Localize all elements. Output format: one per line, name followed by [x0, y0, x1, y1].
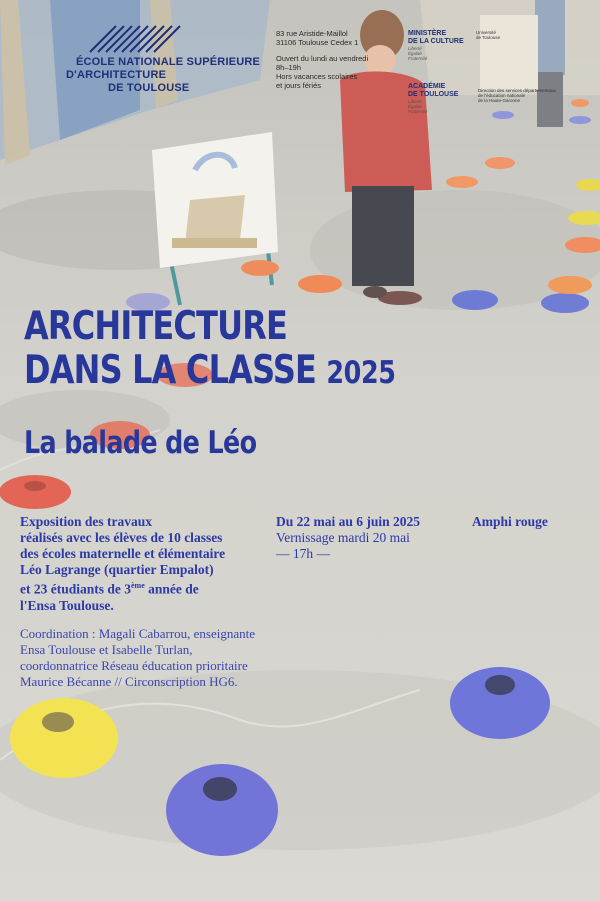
description-line-5-sup: ème [131, 581, 145, 590]
exhibition-description [20, 514, 225, 614]
ministere-motto-1: Liberté [408, 46, 422, 51]
academie-motto-1: Liberté [408, 99, 422, 104]
description-line-5-pre: et 23 étudiants de 3 [20, 581, 131, 597]
vernissage-time: — 17h — [276, 546, 330, 561]
exhibition-dates [276, 514, 420, 562]
ministere-line-2: DE LA CULTURE [408, 38, 464, 45]
academie-line-1: ACADÉMIE [408, 83, 446, 90]
coordination-credits [20, 626, 255, 690]
description-line-2: réalisés avec les élèves de 10 classes [20, 530, 223, 545]
ministere-motto-3: Fraternité [408, 56, 428, 61]
ministere-line-1: MINISTÈRE [408, 30, 447, 37]
coordination-line-4: Maurice Bécanne // Circonscription HG6. [20, 674, 238, 689]
ensa-lines-logo-icon [86, 22, 196, 54]
title-year: 2025 [326, 355, 396, 391]
academie-motto-3: Fraternité [408, 109, 428, 114]
title-line-1: ARCHITECTURE [24, 304, 288, 349]
direction-line-2: de l'éducation nationale [478, 93, 526, 98]
description-line-4: Léo Lagrange (quartier Empalot) [20, 562, 214, 577]
direction-line-1: Direction des services départementaux [478, 88, 556, 93]
coordination-line-2: Ensa Toulouse et Isabelle Turlan, [20, 642, 193, 657]
coordination-line-1: Coordination : Magali Cabarrou, enseignante [20, 626, 256, 641]
description-line-3: des écoles maternelle et élémentaire [20, 546, 226, 561]
address-city: 31106 Toulouse Cedex 1 [276, 38, 359, 47]
hours-line-2: 8h–19h [276, 63, 302, 72]
coordination-line-3: coordonnatrice Réseau éducation prioritaire [20, 658, 248, 673]
address-street: 83 rue Aristide-Maillol [276, 29, 348, 38]
vernissage-date: Vernissage mardi 20 mai [276, 530, 410, 545]
poster-subtitle: La balade de Léo [24, 425, 257, 461]
description-line-1: Exposition des travaux [20, 514, 153, 529]
universite-line-1: Université [476, 30, 497, 35]
ministere-logo [408, 30, 464, 61]
academie-line-2: DE TOULOUSE [408, 91, 459, 98]
description-line-6: l'Ensa Toulouse. [20, 597, 114, 613]
logo-line-3: DE TOULOUSE [108, 82, 190, 94]
hours-line-3: Hors vacances scolaires [276, 72, 358, 81]
ministere-motto-2: Égalité [408, 51, 422, 56]
academie-motto-2: Égalité [408, 104, 422, 109]
universite-line-2: de Toulouse [476, 35, 501, 40]
hours-line-4: et jours fériés [276, 81, 322, 90]
date-range: Du 22 mai au 6 juin 2025 [276, 514, 421, 529]
direction-line-3: de la Haute-Garonne [478, 98, 521, 103]
logo-line-2: D'ARCHITECTURE [66, 69, 167, 81]
title-line-2: DANS LA CLASSE [24, 348, 317, 393]
description-line-5-post: année de [144, 581, 199, 597]
hours-line-1: Ouvert du lundi au vendredi [276, 54, 369, 63]
address-block [276, 29, 368, 90]
logo-line-1: ÉCOLE NATIONALE SUPÉRIEURE [76, 56, 261, 68]
academie-logo [408, 83, 458, 114]
venue-label: Amphi rouge [472, 514, 548, 529]
poster-title [24, 305, 396, 395]
